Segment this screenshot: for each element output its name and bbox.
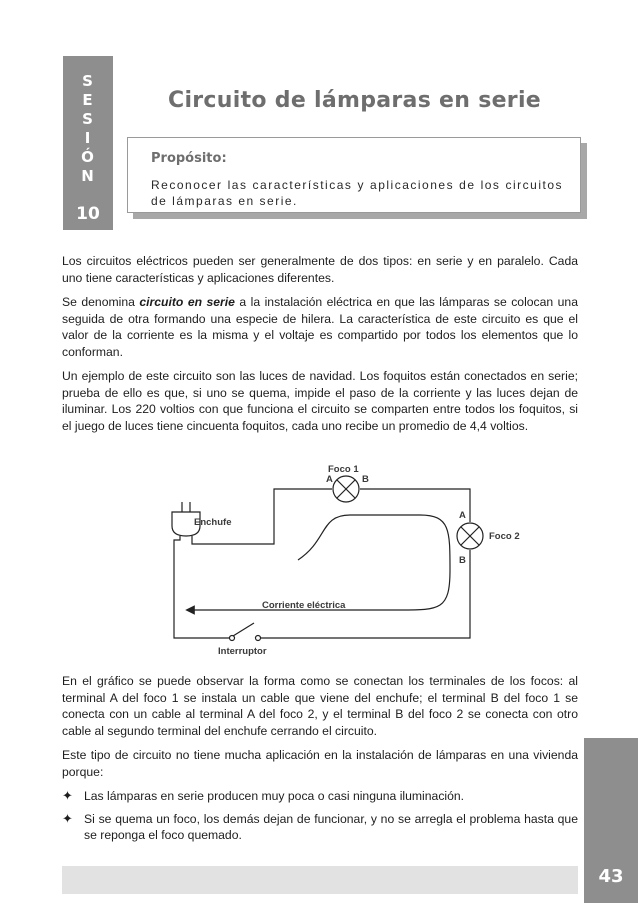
purpose-text: Reconocer las características y aplicaciones de los circuitos de lámparas en serie. <box>151 178 563 208</box>
session-letter: I <box>84 129 92 147</box>
intro-text <box>62 253 578 442</box>
page-number: 43 <box>598 866 624 887</box>
session-letter: S <box>82 72 94 90</box>
bullet-list <box>62 788 578 844</box>
purpose-heading: Propósito: <box>151 151 227 166</box>
wire <box>174 536 232 638</box>
current-arrow <box>190 515 450 610</box>
emphasized-term: circuito en serie <box>139 295 235 309</box>
list-item: ✦ Las lámparas en serie producen muy poca o casi ninguna iluminación. <box>62 788 465 803</box>
wire <box>360 489 470 522</box>
bullet-star-icon: ✦ <box>62 810 73 826</box>
paragraph: Los circuitos eléctricos pueden ser generalmente de dos tipos: en serie y en paralelo. Cada uno tiene características y aplicaciones diferentes. <box>62 254 578 285</box>
switch-icon <box>230 623 261 641</box>
interruptor-label: Interruptor <box>218 646 267 657</box>
lamp-1-icon <box>333 476 359 502</box>
session-number: 10 <box>76 204 100 224</box>
session-letter: S <box>82 110 94 128</box>
list-item: ✦ Si se quema un foco, los demás dejan de funcionar, y no se arregla el problema hasta que se reponga el foco quemado. <box>62 810 578 842</box>
session-letter: Ó <box>81 148 95 166</box>
paragraph: Un ejemplo de este circuito son las luces de navidad. Los foquitos están conectados en serie; prueba de ello es que, si uno se quema, impide el paso de la corriente y las luces dejan de iluminar. Los 220 voltios con que funciona el circuito se comparten entre todos los foquitos, si el juego de luces tiene cincuenta foquitos, cada uno recibe un promedio de 4,4 voltios. <box>62 369 578 433</box>
purpose-box <box>127 137 581 213</box>
footer-bar <box>62 866 578 894</box>
wire <box>258 550 470 638</box>
corriente-label: Corriente eléctrica <box>262 600 346 611</box>
paragraph: Se denomina circuito en serie a la instalación eléctrica en que las lámparas se colocan una seguida de otra formando una especie de hilera. La característica de este circuito es que el valor de la corriente es la misma y el voltaje es compartido por todos los elementos que lo conforman. <box>62 295 578 359</box>
foco-2-label: Foco 2 <box>489 531 520 542</box>
session-letter: N <box>81 167 95 185</box>
session-word <box>63 56 113 186</box>
terminal-b-label: B <box>459 555 466 566</box>
foco-1-label: Foco 1 <box>328 464 359 475</box>
terminal-a-label: A <box>326 474 333 485</box>
page-title: Circuito de lámparas en serie <box>168 88 542 113</box>
session-tab <box>63 56 113 230</box>
explanation-text <box>62 673 578 850</box>
enchufe-label: Enchufe <box>194 517 232 528</box>
lamp-2-icon <box>457 523 483 549</box>
series-circuit-diagram <box>150 460 530 665</box>
terminal-a-label: A <box>459 510 466 521</box>
session-letter: E <box>82 91 94 109</box>
terminal-b-label: B <box>362 474 369 485</box>
bullet-star-icon: ✦ <box>62 788 73 803</box>
paragraph: Este tipo de circuito no tiene mucha aplicación en la instalación de lámparas en una vivienda porque: <box>62 748 578 779</box>
paragraph: En el gráfico se puede observar la forma como se conectan los terminales de los focos: al terminal A del foco 1 se instala un cable que viene del enchufe; el terminal B del foco 1 se conecta con un cable al terminal A del foco 2, y el terminal B del foco 2 se conecta con otro cable al segundo terminal del enchufe cerrando el circuito. <box>62 674 578 738</box>
